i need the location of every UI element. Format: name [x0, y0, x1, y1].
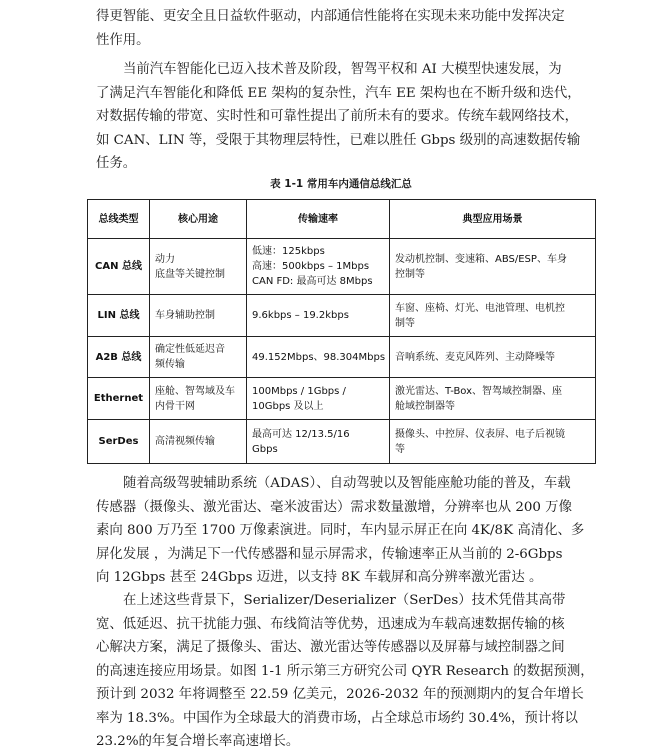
cell-core-use — [150, 378, 247, 420]
cell-bus-name: CAN 总线 — [88, 239, 150, 295]
table-row — [88, 378, 596, 420]
cell-core-use — [150, 295, 247, 337]
table-caption: 表 1-1 常用车内通信总线汇总 — [270, 178, 412, 190]
table-row — [88, 337, 596, 378]
paragraph-line: 性作用。 — [96, 32, 150, 48]
cell-applications — [390, 239, 596, 295]
header-core-use: 核心用途 — [150, 200, 247, 239]
paragraph-line: 的高速连接应用场景。如图 1-1 所示第三方研究公司 QYR Research 的数据预测， — [96, 663, 594, 679]
cell-core-use — [150, 239, 247, 295]
paragraph-adas-growth — [96, 472, 586, 590]
cell-line: 等 — [395, 443, 405, 455]
paragraph-line: 当前汽车智能化已迈入技术普及阶段，智驾平权和 AI 大模型快速发展，为 — [123, 62, 562, 77]
cell-line: CAN FD: 最高可达 8Mbps — [252, 276, 373, 287]
cell-bus-name: A2B 总线 — [88, 337, 150, 378]
cell-rate — [247, 337, 390, 378]
paragraph-line: 率为 18.3%。中国作为全球最大的消费市场，占全球总市场约 30.4%，预计将以 — [96, 710, 578, 726]
cell-line: 摄像头、中控屏、仪表屏、电子后视镜 — [395, 428, 565, 440]
cell-rate — [247, 295, 390, 337]
paragraph-line: 传感器（摄像头、激光雷达、毫米波雷达）需求数量激增，分辨率也从 200 万像 — [96, 499, 572, 515]
paragraph-line: 对数据传输的带宽、实时性和可靠性提出了前所未有的要求。传统车载网络技术， — [96, 109, 579, 124]
cell-line: 最高可达 12/13.5/16 — [252, 428, 350, 440]
paragraph-line: 23.2%的年复合增长率高速增长。 — [96, 734, 300, 749]
cell-rate — [247, 378, 390, 420]
cell-bus-name: Ethernet — [88, 378, 150, 420]
cell-core-use — [150, 420, 247, 464]
table-header-row — [88, 200, 596, 239]
paragraph-line: 心解决方案，满足了摄像头、雷达、激光雷达等传感器以及屏幕与域控制器之间 — [96, 640, 565, 655]
cell-line: 49.152Mbps、98.304Mbps — [252, 351, 386, 363]
cell-line: 低速：125kbps — [252, 246, 325, 257]
paragraph-intro-tail — [96, 5, 586, 52]
paragraph-line: 任务。 — [96, 156, 137, 171]
cell-line: 确定性低延迟音 — [155, 344, 225, 355]
cell-rate — [247, 420, 390, 464]
cell-line: 9.6kbps – 19.2kbps — [252, 310, 349, 321]
paragraph-current-state — [96, 58, 586, 176]
cell-line: 高速：500kbps – 1Mbps — [252, 261, 370, 272]
header-bus-type: 总线类型 — [88, 200, 150, 239]
cell-bus-name: SerDes — [88, 420, 150, 464]
paragraph-line: 宽、低延迟、抗干扰能力强、布线简洁等优势，迅速成为车载高速数据传输的核 — [96, 616, 565, 632]
cell-applications — [390, 420, 596, 464]
cell-line: 10Gbps 及以上 — [252, 400, 324, 412]
cell-line: 100Mbps / 1Gbps / — [252, 385, 346, 397]
paragraph-line: 随着高级驾驶辅助系统（ADAS）、自动驾驶以及智能座舱功能的普及，车载 — [123, 476, 571, 491]
cell-line: 发动机控制、变速箱、ABS/ESP、车身 — [395, 253, 567, 265]
paragraph-line: 得更智能、更安全且日益软件驱动，内部通信性能将在实现未来功能中发挥决定 — [96, 9, 565, 24]
paragraph-line: 在上述这些背景下，Serializer/Deserializer（SerDes）技术凭借其高带 — [123, 593, 566, 608]
bus-summary-table — [87, 199, 596, 464]
cell-applications — [390, 378, 596, 420]
cell-line: 音响系统、麦克风阵列、主动降噪等 — [395, 351, 555, 363]
cell-applications — [390, 295, 596, 337]
paragraph-line: 了满足汽车智能化和降低 EE 架构的复杂性，汽车 EE 架构也在不断升级和迭代， — [96, 85, 581, 101]
cell-applications — [390, 337, 596, 378]
cell-line: 车窗、座椅、灯光、电池管理、电机控 — [395, 302, 565, 314]
table-row — [88, 295, 596, 337]
header-rate: 传输速率 — [247, 200, 390, 239]
paragraph-line: 屏化发展 ，为满足下一代传感器和显示屏需求，传输速率正从当前的 2-6Gbps — [96, 546, 563, 562]
cell-line: 高清视频传输 — [155, 436, 215, 447]
cell-line: 座舱、智驾域及车 — [155, 385, 235, 397]
paragraph-serdes-market — [96, 589, 594, 754]
cell-line: 制等 — [395, 317, 415, 329]
cell-line: Gbps — [252, 443, 278, 455]
cell-line: 车身辅助控制 — [155, 310, 215, 321]
paragraph-line: 向 12Gbps 甚至 24Gbps 迈进，以支持 8K 车载屏和高分辨率激光雷达 。 — [96, 570, 543, 585]
cell-line: 内骨干网 — [155, 400, 195, 412]
paragraph-line: 预计到 2032 年将调整至 22.59 亿美元，2026-2032 年的预测期内的复合年增长 — [96, 687, 584, 702]
cell-line: 控制等 — [395, 268, 425, 280]
cell-rate — [247, 239, 390, 295]
cell-core-use — [150, 337, 247, 378]
cell-line: 激光雷达、T-Box、智驾域控制器、座 — [395, 385, 563, 397]
table-row — [88, 420, 596, 464]
cell-bus-name: LIN 总线 — [88, 295, 150, 337]
paragraph-line: 如 CAN、LIN 等，受限于其物理层特性，已难以胜任 Gbps 级别的高速数据传输 — [96, 132, 581, 148]
paragraph-line: 素向 800 万乃至 1700 万像素演进。同时，车内显示屏正在向 4K/8K 高清化、多 — [96, 523, 585, 538]
table-row — [88, 239, 596, 295]
header-applications: 典型应用场景 — [390, 200, 596, 239]
cell-line: 动力 — [155, 253, 175, 265]
cell-line: 舱域控制器等 — [395, 400, 455, 412]
cell-line: 底盘等关键控制 — [155, 268, 225, 280]
cell-line: 频传输 — [155, 359, 185, 370]
